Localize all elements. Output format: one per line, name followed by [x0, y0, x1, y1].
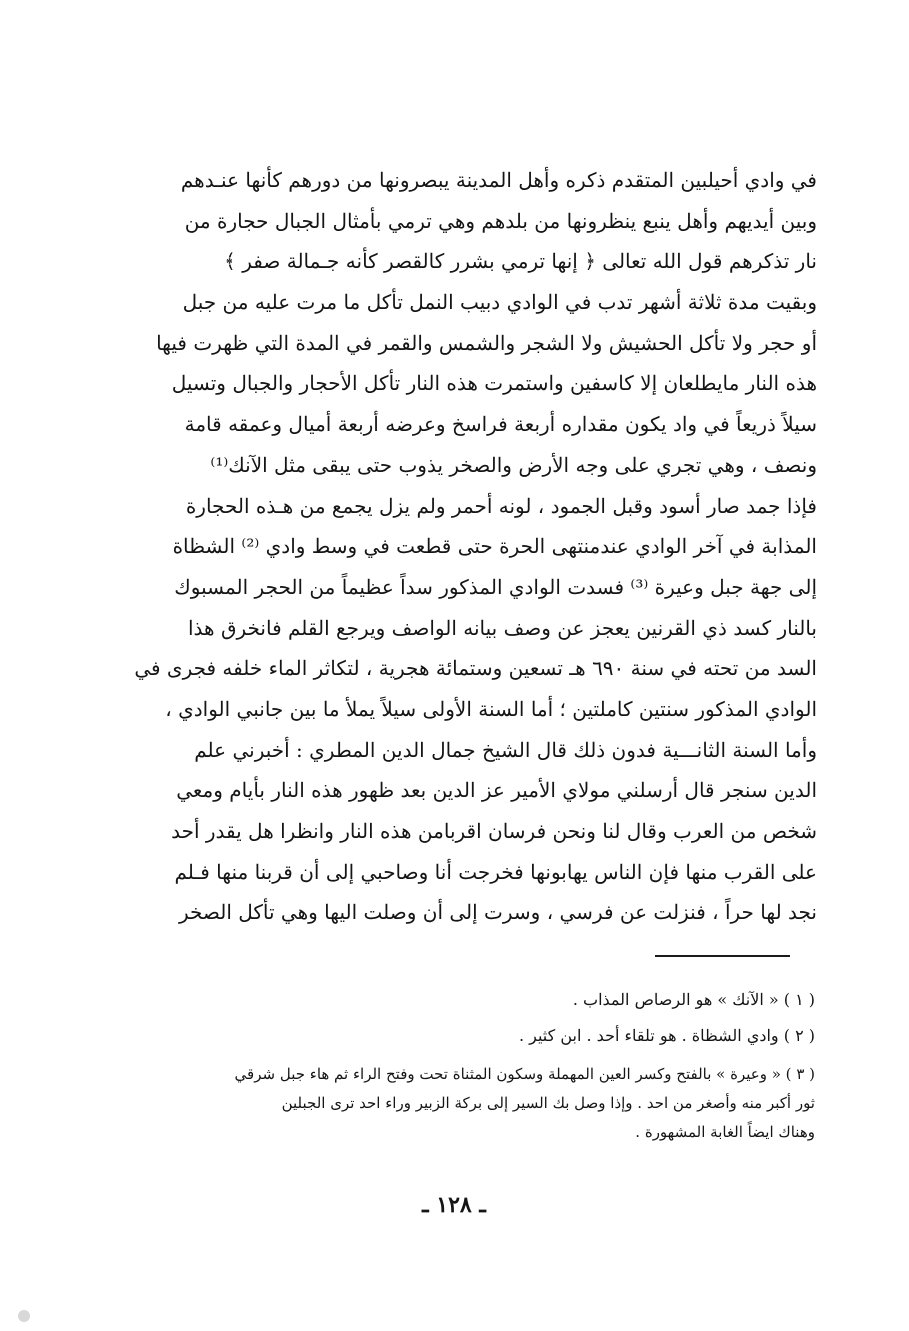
text-line: وبقيت مدة ثلاثة أشهر تدب في الوادي دبيب النمل تأكل ما مرت عليه من جبل [182, 290, 817, 315]
footnote-3-line: ( ٣ ) « وعيرة » بالفتح وكسر العين المهملة وسكون المثناة تحت وفتح الراء ثم هاء جبل شرقي [234, 1065, 815, 1083]
text-line: وبين أيديهم وأهل ينبع ينظرونها من بلدهم وهي ترمي بأمثال الجبال حجارة من [184, 208, 817, 233]
text-line: الوادي المذكور سنتين كاملتين ؛ أما السنة الأولى سيلاً يملأ ما بين جانبي الوادي ، [165, 696, 817, 721]
text-line: نار تذكرهم قول الله تعالى ﴿ إنها ترمي بشرر كالقصر كأنه جـمالة صفر ﴾ [224, 249, 817, 274]
text-line: المذابة في آخر الوادي عندمنتهى الحرة حتى قطعت في وسط وادي ⁽²⁾ الشظاة [172, 534, 817, 559]
text-line: في وادي أحيلبين المتقدم ذكره وأهل المدينة يبصرونها من دورهم كأنها عنـدهم [180, 168, 817, 192]
footnote-divider [655, 955, 790, 957]
text-line: سيلاً ذريعاً في واد يكون مقداره أربعة فراسخ وعرضه أربعة أميال وعمقه قامة [184, 412, 817, 437]
text-line: ونصف ، وهي تجري على وجه الأرض والصخر يذوب حتى يبقى مثل الآنك⁽¹⁾ [210, 452, 817, 477]
page-number: ـ ١٢٨ ـ [422, 1192, 486, 1218]
footnote-3-line: ثور أكبر منه وأصغر من احد . وإذا وصل بك السير إلى بركة الزبير وراء احد ترى الجبلين [281, 1094, 815, 1112]
text-line: على القرب منها فإن الناس يهابونها فخرجت أنا وصاحبي إلى أن قربنا منها فـلم [174, 859, 817, 884]
text-line: نجد لها حراً ، فنزلت عن فرسي ، وسرت إلى أن وصلت اليها وهي تأكل الصخر [178, 900, 817, 925]
text-line: هذه النار مايطلعان إلا كاسفين واستمرت هذه النار تأكل الأحجار والجبال وتسيل [171, 371, 817, 396]
footnotes [115, 982, 815, 1147]
text-line: إلى جهة جبل وعيرة ⁽³⁾ فسدت الوادي المذكور سداً عظيماً من الحجر المسبوك [174, 574, 817, 599]
text-line: أو حجر ولا تأكل الحشيش ولا الشجر والشمس والقمر في المدة التي ظهرت فيها [156, 330, 817, 355]
text-line: فإذا جمد صار أسود وقبل الجمود ، لونه أحمر ولم يزل يجمع من هـذه الحجارة [185, 493, 817, 518]
footnote-2: ( ٢ ) وادي الشظاة . هو تلقاء أحد . ابن كثير . [518, 1026, 815, 1045]
scan-artifact [18, 1310, 30, 1322]
text-line: الدين سنجر قال أرسلني مولاي الأمير عز الدين بعد ظهور هذه النار بأيام ومعي [176, 778, 817, 803]
text-line: بالنار كسد ذي القرنين يعجز عن وصف بيانه الواصف ويرجع القلم فانخرق هذا [187, 615, 817, 640]
text-line: السد من تحته في سنة ٦٩٠ هـ تسعين وستمائة هجرية ، لتكاثر الماء خلفه فجرى في [134, 656, 817, 681]
footnote-1: ( ١ ) « الآنك » هو الرصاص المذاب . [572, 990, 815, 1009]
main-text [112, 160, 817, 933]
footnote-3-line: وهناك ايضاً الغابة المشهورة . [635, 1123, 815, 1141]
text-line: وأما السنة الثانـــية فدون ذلك قال الشيخ جمال الدين المطري : أخبرني علم [194, 737, 817, 762]
text-line: شخص من العرب وقال لنا ونحن فرسان اقربامن هذه النار وانظرا هل يقدر أحد [171, 819, 817, 843]
